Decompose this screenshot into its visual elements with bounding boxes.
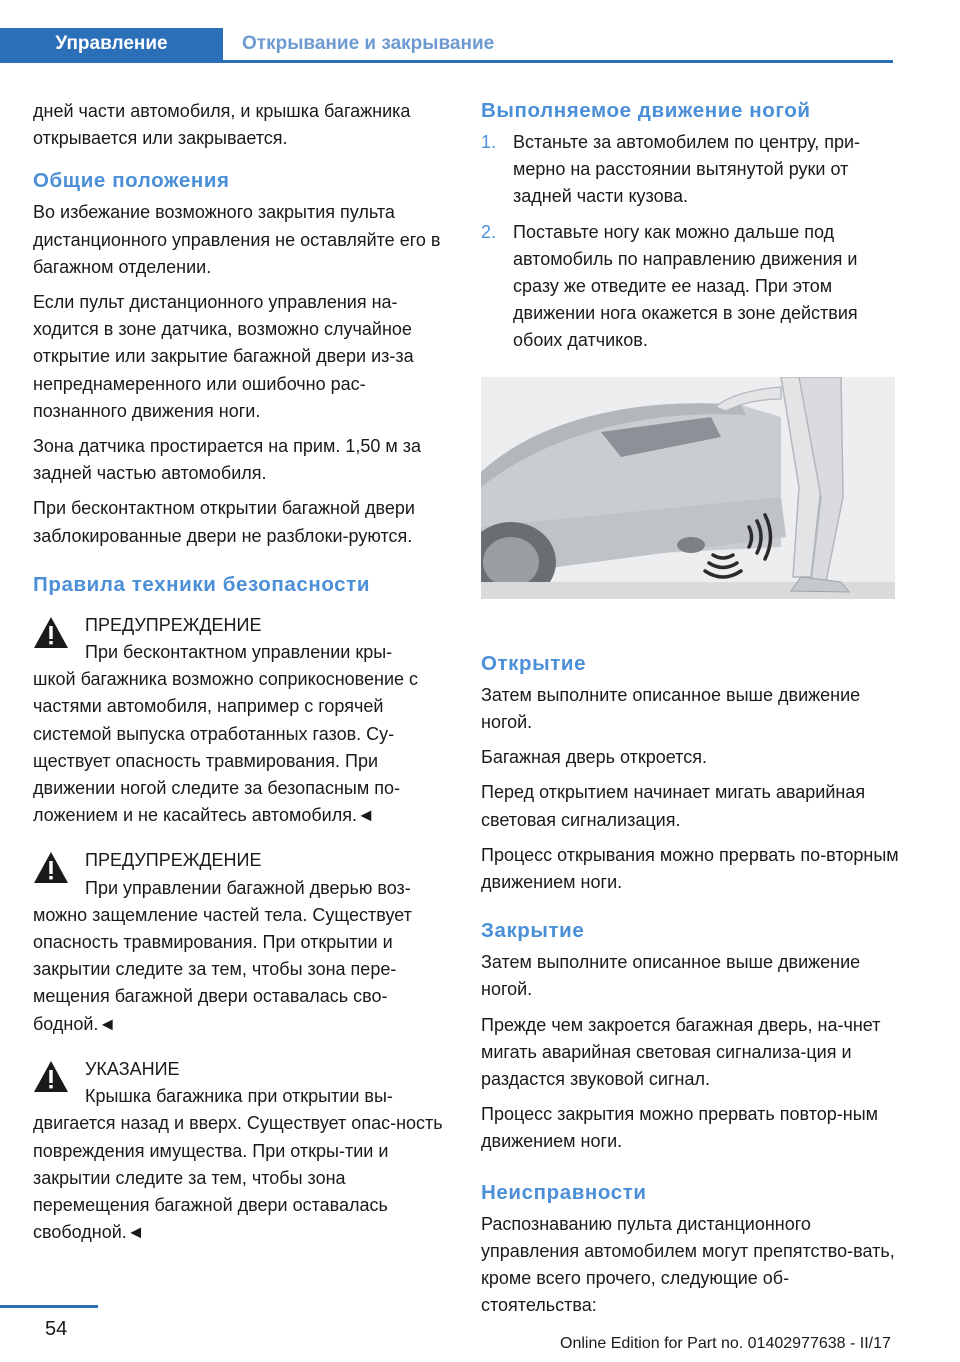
fault-paragraph: Распознаванию пульта дистанционного управления автомобилем могут препятство-вать, кроме всего прочего, следующие об-стоятельства: bbox=[481, 1213, 895, 1316]
general-paragraph-3: Зона датчика простирается на прим. 1,50 м за задней частью автомобиля. bbox=[33, 436, 422, 484]
notice-block bbox=[33, 1056, 451, 1246]
list-item bbox=[481, 219, 899, 355]
open-paragraph-1: Затем выполните описанное выше движение ногой. bbox=[481, 684, 861, 733]
open-paragraph-4: Процесс открывания можно прервать по-вторным движением ноги. bbox=[481, 844, 899, 893]
general-heading: Общие положения bbox=[33, 169, 230, 193]
warning-text-first: При бесконтактном управлении кры- bbox=[85, 642, 393, 663]
list-item bbox=[481, 129, 899, 211]
warning-block-2 bbox=[33, 847, 451, 1037]
open-heading: Открытие bbox=[481, 651, 587, 675]
intro-paragraph: дней части автомобиля, и крышка багажника открывается или закрывается. bbox=[33, 101, 411, 149]
safety-heading: Правила техники безопасности bbox=[33, 572, 371, 596]
warning-block-1 bbox=[33, 612, 451, 830]
step-text: Поставьте ногу как можно дальше под автомобиль по направлению движения и сразу же отведите ее назад. При этом движении нога окажется в зоне действия обоих датчиков. bbox=[513, 221, 858, 351]
warning-triangle-icon bbox=[33, 851, 69, 884]
close-paragraph-2: Прежде чем закроется багажная дверь, на-чнет мигать аварийная световая сигнализа-ция и раздастся звуковой сигнал. bbox=[481, 1014, 881, 1090]
page-number: 54 bbox=[45, 1318, 68, 1340]
warning-text-first: При управлении багажной дверью воз- bbox=[85, 877, 411, 898]
right-column bbox=[481, 98, 899, 1327]
close-paragraph-1: Затем выполните описанное выше движение ногой. bbox=[481, 952, 861, 1000]
step-number: 2. bbox=[481, 221, 497, 242]
left-column bbox=[33, 98, 451, 1254]
notice-title: УКАЗАНИЕ bbox=[85, 1058, 180, 1079]
header-rule bbox=[0, 60, 893, 63]
warning-text: можно защемление частей тела. Существует опасность травмирования. При открытии и закрытии следите за тем, чтобы зона пере-мещения багажной двери оставалась сво-бодной.◄ bbox=[33, 904, 412, 1034]
step-text: Встаньте за автомобилем по центру, при-мерно на расстоянии вытянутой руки от задней части кузова. bbox=[513, 132, 861, 207]
open-paragraph-3: Перед открытием начинает мигать аварийная световая сигнализация. bbox=[481, 782, 866, 830]
tab-opening-closing[interactable]: Открывание и закрывание bbox=[242, 33, 495, 54]
close-heading: Закрытие bbox=[481, 919, 585, 943]
fault-heading: Неисправности bbox=[481, 1180, 647, 1204]
tab-controls[interactable]: Управление bbox=[0, 28, 223, 60]
steps-list bbox=[481, 129, 899, 355]
general-paragraph-2: Если пульт дистанционного управления на-ходится в зоне датчика, возможно случайное открытие или закрытие багажной двери из-за непреднамеренного или ошибочно рас-познанного движения ноги. bbox=[33, 292, 414, 421]
general-paragraph-1: Во избежание возможного закрытия пульта дистанционного управления не оставляйте его в багажном отделении. bbox=[33, 202, 441, 277]
motion-heading: Выполняемое движение ногой bbox=[481, 99, 811, 122]
warning-title: ПРЕДУПРЕЖДЕНИЕ bbox=[85, 850, 262, 871]
open-paragraph-2: Багажная дверь откроется. bbox=[481, 747, 707, 768]
close-paragraph-3: Процесс закрытия можно прервать повтор-ным движением ноги. bbox=[481, 1104, 879, 1152]
notice-triangle-icon bbox=[33, 1060, 69, 1093]
step-number: 1. bbox=[481, 132, 497, 152]
warning-title: ПРЕДУПРЕЖДЕНИЕ bbox=[85, 614, 262, 635]
edition-footer: Online Edition for Part no. 01402977638 - II/17 bbox=[560, 1335, 891, 1352]
notice-text: двигается назад и вверх. Существует опас-ность повреждения имущества. При откры-тии и закрытии следите за тем, чтобы зона перемещения багажной двери оставалась свободной.◄ bbox=[33, 1113, 443, 1243]
general-paragraph-4: При бесконтактном открытии багажной двери заблокированные двери не разблоки-руются. bbox=[33, 498, 415, 546]
warning-text: шкой багажника возможно соприкосновение с частями автомобиля, например с горячей системой выпуска отработанных газов. Су-ществует опасность травмирования. При движении ногой следите за безопасным по-ложением и не касайтесь автомобиля.◄ bbox=[33, 669, 419, 826]
foot-motion-illustration bbox=[481, 377, 895, 599]
footer-rule bbox=[0, 1305, 98, 1308]
notice-text-first: Крышка багажника при открытии вы- bbox=[85, 1086, 393, 1107]
warning-triangle-icon bbox=[33, 616, 69, 649]
